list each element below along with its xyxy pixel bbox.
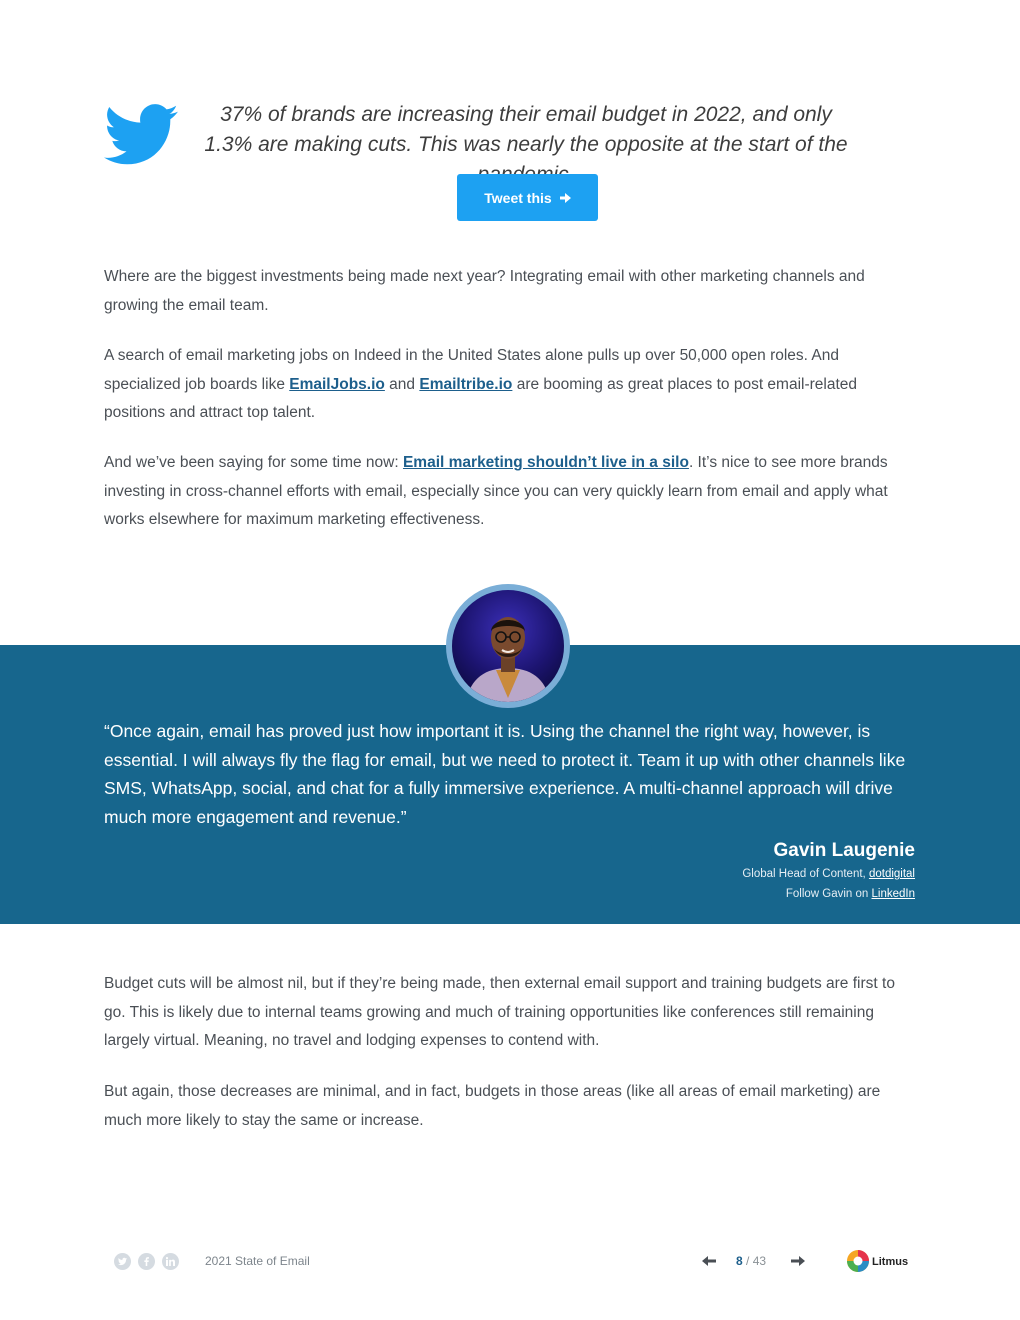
next-page-arrow-icon[interactable]	[791, 1254, 805, 1268]
paragraph-text: And we’ve been saying for some time now:	[104, 454, 403, 471]
facebook-icon	[142, 1257, 151, 1266]
facebook-share-button[interactable]	[138, 1253, 155, 1270]
linkedin-share-button[interactable]	[162, 1253, 179, 1270]
emailjobs-link[interactable]: EmailJobs.io	[289, 375, 385, 393]
silo-article-link[interactable]: Email marketing shouldn’t live in a silo	[402, 454, 689, 471]
current-page: 8	[736, 1254, 743, 1268]
testimonial-quote: “Once again, email has proved just how important it is. Using the channel the right way, however, is essential. I will always fly the flag for email, but we need to protect it. Team it up with other channels like SMS, WhatsApp, social, and chat for a fully immersive experience. A multi-channel approach will drive much more engagement and revenue.”	[104, 721, 906, 827]
litmus-logo	[846, 1248, 910, 1274]
paragraph: Where are the biggest investments being made next year? Integrating email with other marketing channels and growing the email team.	[104, 268, 865, 314]
avatar	[446, 584, 570, 708]
twitter-bird-icon	[104, 104, 178, 166]
page-footer	[0, 1245, 1020, 1277]
author-follow-text: Follow Gavin on	[785, 888, 872, 900]
paragraph: But again, those decreases are minimal, and in fact, budgets in those areas (like all areas of email marketing) are much more likely to stay the same or increase.	[104, 1083, 881, 1129]
author-role	[742, 864, 915, 884]
author-follow	[742, 884, 915, 904]
page-separator: /	[742, 1254, 753, 1268]
previous-page-arrow-icon[interactable]	[702, 1254, 716, 1268]
tweet-this-button[interactable]	[457, 174, 598, 221]
company-link[interactable]: dotdigital	[868, 868, 915, 880]
paragraph-text: and	[384, 375, 420, 393]
avatar-photo	[452, 590, 564, 702]
testimonial-author	[742, 838, 915, 904]
tweet-button-label: Tweet this	[484, 189, 552, 206]
total-pages: 43	[752, 1254, 767, 1268]
linkedin-icon	[166, 1257, 175, 1266]
paragraph: Budget cuts will be almost nil, but if they’re being made, then external email support and training budgets are first to go. This is likely due to internal teams growing and much of training opportunities like conferences still remaining largely virtual. Meaning, no travel and lodging expenses to contend with.	[104, 975, 895, 1049]
twitter-share-button[interactable]	[114, 1253, 131, 1270]
emailtribe-link[interactable]: Emailtribe.io	[419, 375, 513, 393]
paragraph	[104, 342, 919, 428]
document-title: 2021 State of Email	[205, 1254, 310, 1268]
tweet-quote: 37% of brands are increasing their email budget in 2022, and only 1.3% are making cuts. This was nearly the opposite at the start of the	[204, 103, 848, 156]
tweet-callout	[104, 100, 916, 225]
paragraph	[104, 449, 919, 535]
twitter-icon	[118, 1257, 127, 1266]
author-name: Gavin Laugenie	[773, 840, 915, 861]
logo-wordmark: Litmus	[872, 1256, 909, 1268]
linkedin-profile-link[interactable]: LinkedIn	[871, 888, 915, 900]
arrow-right-icon	[560, 193, 571, 203]
page-indicator	[736, 1254, 766, 1268]
author-role-text: Global Head of Content,	[742, 868, 869, 880]
paragraph-text: A search of email marketing jobs on Indeed in the United States alone pulls up over 50,000 open roles. And specialized job boards like	[104, 347, 840, 393]
paragraph-text: are booming as great places to post email-related positions and attract top talent.	[104, 375, 858, 421]
paragraph-text: . It’s nice to see more brands investing in cross-channel efforts with email, especially since you can very quickly learn from email and apply what works elsewhere for maximum marketing effectiveness.	[104, 454, 888, 528]
